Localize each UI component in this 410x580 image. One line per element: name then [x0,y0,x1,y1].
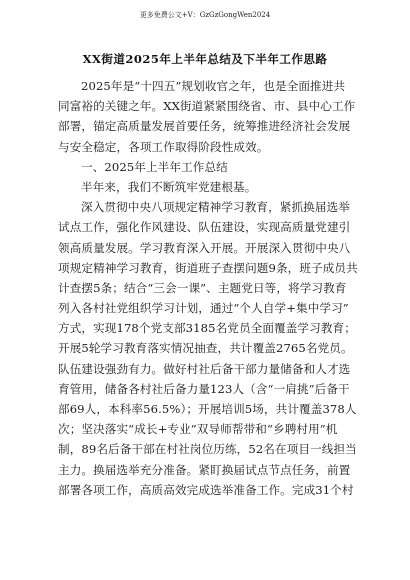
body-text-line: 2025年是“十四五”规划收官之年，也是全面推进共 [81,79,346,93]
body-text-line: 开展5轮学习教育落实情况抽查，共计覆盖2765名党员。 [58,341,353,356]
body-text-line: 育管用，储备各村社后备力量123人（含“一肩挑”后备干 [58,381,350,396]
body-text-line: 列入各村社党组织学习计划，通过“个人自学+集中学习” [58,301,349,316]
body-text-line: 制，89名后备干部在村社岗位历练，52名在项目一线担当 [58,442,357,457]
body-text-line: 半年来，我们不断筑牢党建根基。 [81,179,257,194]
body-text-line: 试点工作，强化作风建设、队伍建设，实现高质量党建引 [58,220,351,235]
body-text-line: 主力。换届选举充分准备。紧盯换届试点节点任务，前置 [58,462,351,477]
header-note: 更多免费公文+V：GzGzGongWen2024 [139,11,271,19]
body-text-line: 计查摆5条；结合“三会一课”、主题党日等，将学习教育 [58,280,347,295]
body-text-line: 部署，锚定高质量发展首要任务，统筹推进经济社会发展 [58,119,351,134]
body-text-line: 领高质量发展。学习教育深入开展。开展深入贯彻中央八 [58,240,351,255]
body-text-line: 一、2025年上半年工作总结 [81,159,228,174]
body-text-line: 部69人，本科率56.5%）；开展培训5场，共计覆盖378人 [58,402,357,416]
body-text-line: 队伍建设强劲有力。做好村社后备干部力量储备和人才选 [58,361,351,376]
body-text-line: 方式，实现178个党支部3185名党员全面覆盖学习教育； [58,321,356,336]
document-title: XX街道2025年上半年总结及下半年工作思路 [82,52,328,66]
body-text-line: 深入贯彻中央八项规定精神学习教育，紧抓换届选举 [81,200,350,215]
body-text-line: 与安全稳定，各项工作取得阶段性成效。 [58,139,269,154]
document-body [58,76,358,500]
body-text-line: 同富裕的关键之年。XX街道紧紧围绕省、市、县中心工作 [58,99,356,114]
body-text-line: 部署各项工作，高质高效完成选举准备工作。完成31个村 [58,482,354,497]
body-text-line: 项规定精神学习教育，街道班子查摆问题9条，班子成员共 [58,260,358,275]
body-text-line: 次；坚决落实“成长+专业”双导师帮带和“乡聘村用”机 [58,422,338,437]
